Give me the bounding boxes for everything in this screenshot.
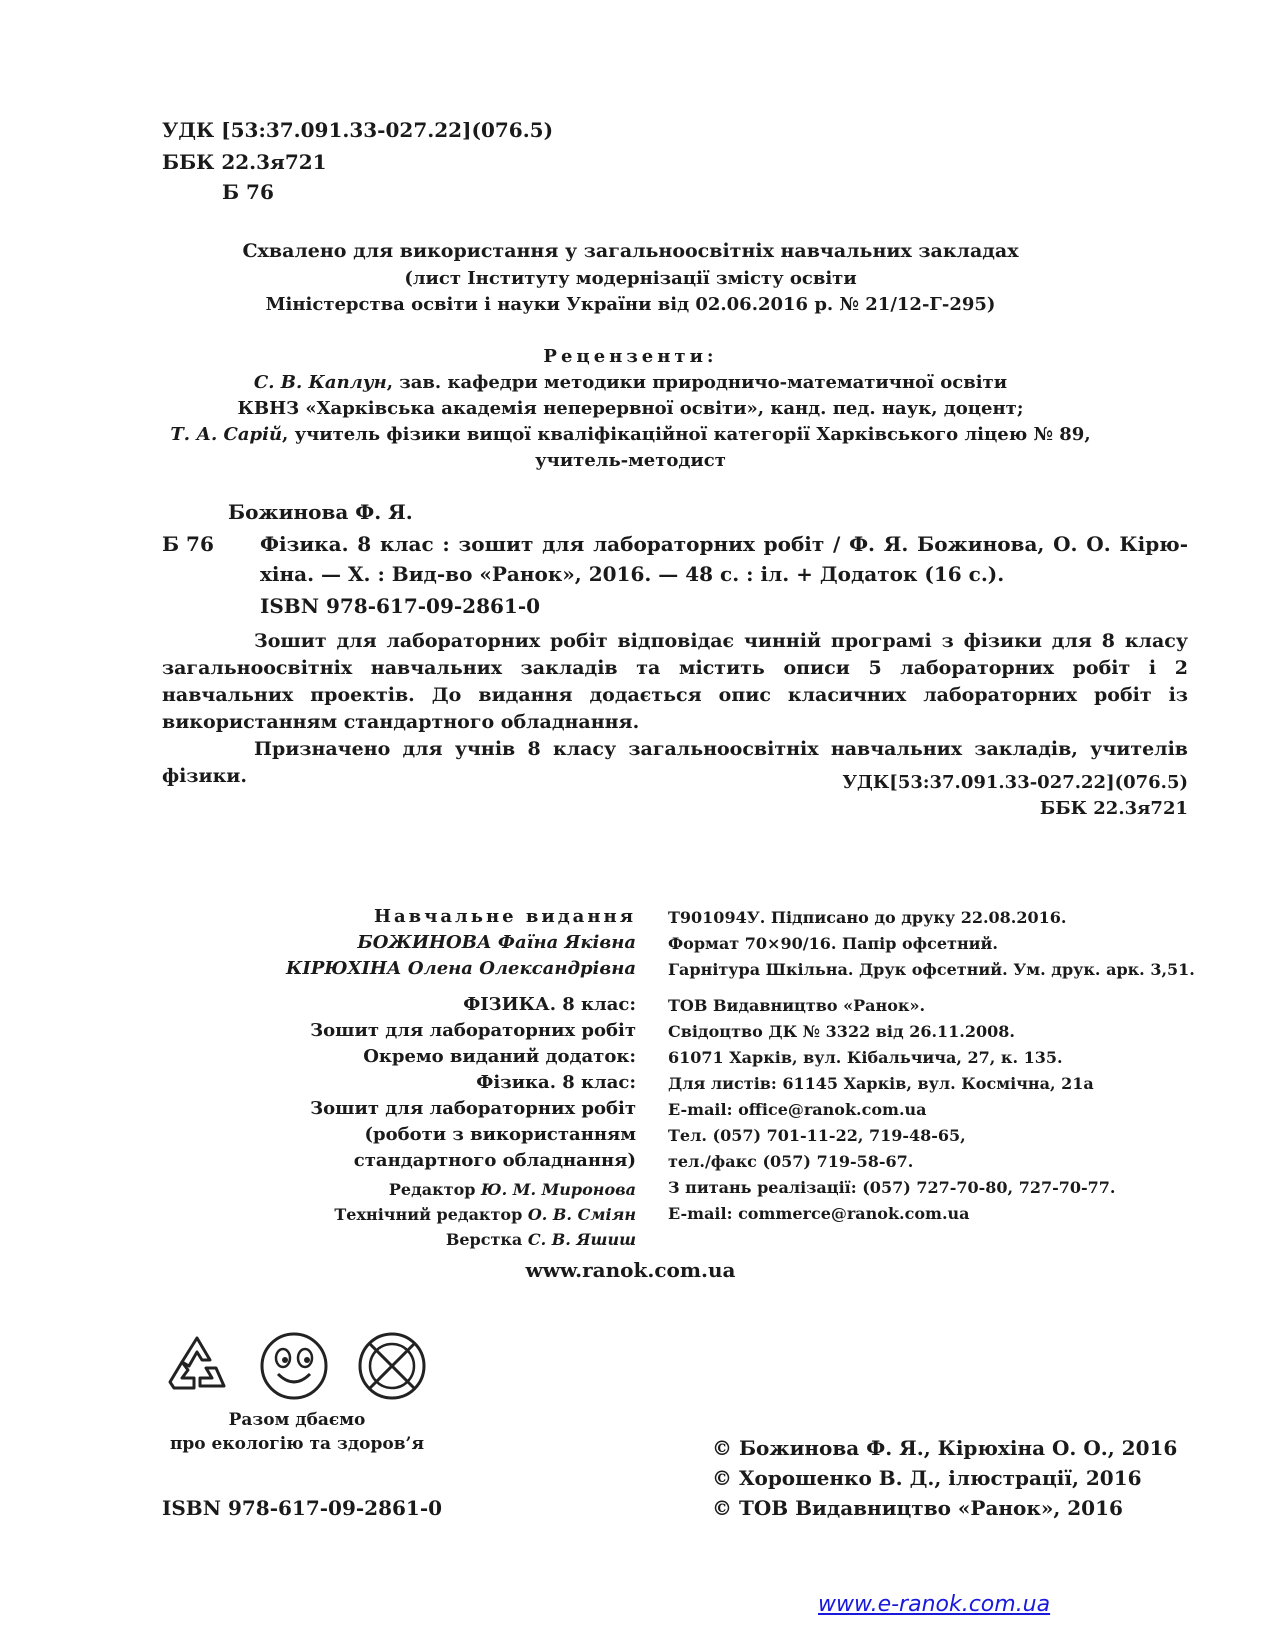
annotation-paragraph-2: Призначено для учнів 8 класу загальноосвітніх навчальних закладів, учителів фізики. [162,738,1188,787]
imprint-right-9: Тел. (057) 701-11-22, 719-48-65, [668,1126,966,1145]
e-ranok-link[interactable]: www.e-ranok.com.ua [818,1592,1051,1617]
biblio-code: Б 76 [162,532,214,556]
website: www.ranok.com.ua [525,1258,736,1282]
approval-line-2: (лист Інституту модернізації змісту освіти [404,268,857,289]
imprint-right-2: Формат 70×90/16. Папір офсетний. [668,934,998,953]
editor-credit [389,1180,636,1199]
bbk-header: ББК 22.3я721 [162,150,327,174]
imprint-right-7: Для листів: 61145 Харків, вул. Космічна, 21а [668,1074,1094,1093]
reviewer-2-role: учитель-методист [535,450,726,471]
catalog-code: Б 76 [222,180,274,204]
layout-name: С. В. Яшиш [527,1230,636,1249]
imprint-subtitle-1: Зошит для лабораторних робіт [310,1020,636,1041]
imprint-right-10: тел./факс (057) 719-58-67. [668,1152,914,1171]
copyright-2: © Хорошенко В. Д., ілюстрації, 2016 [712,1466,1142,1490]
reviewer-2 [0,424,1261,445]
tech-editor-label: Технічний редактор [334,1205,528,1224]
imprint-subtitle-5: (роботи з використанням [364,1124,636,1145]
imprint-right-3: Гарнітура Шкільна. Друк офсетний. Ум. друк. арк. 3,51. [668,960,1195,979]
copyright-1: © Божинова Ф. Я., Кірюхіна О. О., 2016 [712,1436,1178,1460]
reviewer-2-position: , учитель фізики вищої кваліфікаційної категорії Харківського ліцею № 89, [282,424,1091,445]
reviewer-1-affiliation: КВНЗ «Харківська академія неперервної освіти», канд. пед. наук, доцент; [237,398,1024,419]
approval-line-3: Міністерства освіти і науки України від 02.06.2016 р. № 21/12-Г-295) [265,294,996,315]
reviewer-1 [0,372,1261,393]
imprint-right-5: Свідоцтво ДК № 3322 від 26.11.2008. [668,1022,1015,1041]
edition-type: Навчальне видання [374,906,636,927]
biblio-desc-2: хіна. — Х. : Вид-во «Ранок», 2016. — 48 с. : іл. + Додаток (16 с.). [260,562,1005,586]
editor-name: Ю. М. Миронова [481,1180,636,1199]
imprint-subtitle-4: Зошит для лабораторних робіт [310,1098,636,1119]
annotation-paragraph-1: Зошит для лабораторних робіт відповідає чинній програмі з фізики для 8 класу загальноосвітніх навчальних закладів та містить описи 5 лабораторних робіт і 2 навчальних проектів. До видання додається опис класичних лабораторних робіт із використанням стандартного обладнання. [162,630,1188,733]
annotation-bbk: ББК 22.3я721 [1039,798,1188,819]
tech-editor-credit [334,1205,636,1224]
biblio-author: Божинова Ф. Я. [228,500,413,524]
imprint-subtitle-3: Фізика. 8 клас: [476,1072,636,1093]
biblio-isbn: ISBN 978-617-09-2861-0 [260,594,541,618]
eco-line-2: про екологію та здоров’я [169,1434,425,1454]
editor-label: Редактор [388,1180,481,1199]
eco-line-1: Разом дбаємо [228,1410,366,1430]
imprint-right-11: З питань реалізації: (057) 727-70-80, 727-70-77. [668,1178,1116,1197]
imprint-title: ФІЗИКА. 8 клас: [463,994,636,1015]
approval-line-1: Схвалено для використання у загальноосвітніх навчальних закладах [242,240,1019,262]
imprint-subtitle-6: стандартного обладнання) [353,1150,636,1171]
imprint-subtitle-2: Окремо виданий додаток: [363,1046,636,1067]
annotation-udk: УДК[53:37.091.33-027.22](076.5) [842,772,1188,793]
layout-credit [446,1230,636,1249]
layout-label: Верстка [445,1230,528,1249]
reviewers-heading: Рецензенти: [543,346,718,367]
bottom-isbn: ISBN 978-617-09-2861-0 [162,1496,443,1520]
smiley-icon [258,1330,330,1402]
imprint-right-6: 61071 Харків, вул. Кібальчича, 27, к. 135. [668,1048,1063,1067]
recycle-icon [162,1330,232,1400]
reviewer-1-name: С. В. Каплун [253,372,387,393]
imprint-right-12: E-mail: commerce@ranok.com.ua [668,1204,970,1223]
copyright-3: © ТОВ Видавництво «Ранок», 2016 [712,1496,1123,1520]
reviewer-1-position: , зав. кафедри методики природничо-математичної освіти [386,372,1008,393]
imprint-right-1: Т901094У. Підписано до друку 22.08.2016. [668,908,1067,927]
no-waste-icon [356,1330,428,1402]
tech-editor-name: О. В. Сміян [527,1205,636,1224]
imprint-author-2: КІРЮХІНА Олена Олександрівна [286,958,636,979]
imprint-right-8: E-mail: office@ranok.com.ua [668,1100,927,1119]
biblio-desc-1: Фізика. 8 клас : зошит для лабораторних робіт / Ф. Я. Божинова, О. О. Кірю- [260,532,1188,556]
imprint-right-4: ТОВ Видавництво «Ранок». [668,996,926,1015]
reviewer-2-name: Т. А. Сарій [170,424,283,445]
imprint-author-1: БОЖИНОВА Фаїна Яківна [357,932,636,953]
udk-header: УДК [53:37.091.33-027.22](076.5) [162,118,554,142]
